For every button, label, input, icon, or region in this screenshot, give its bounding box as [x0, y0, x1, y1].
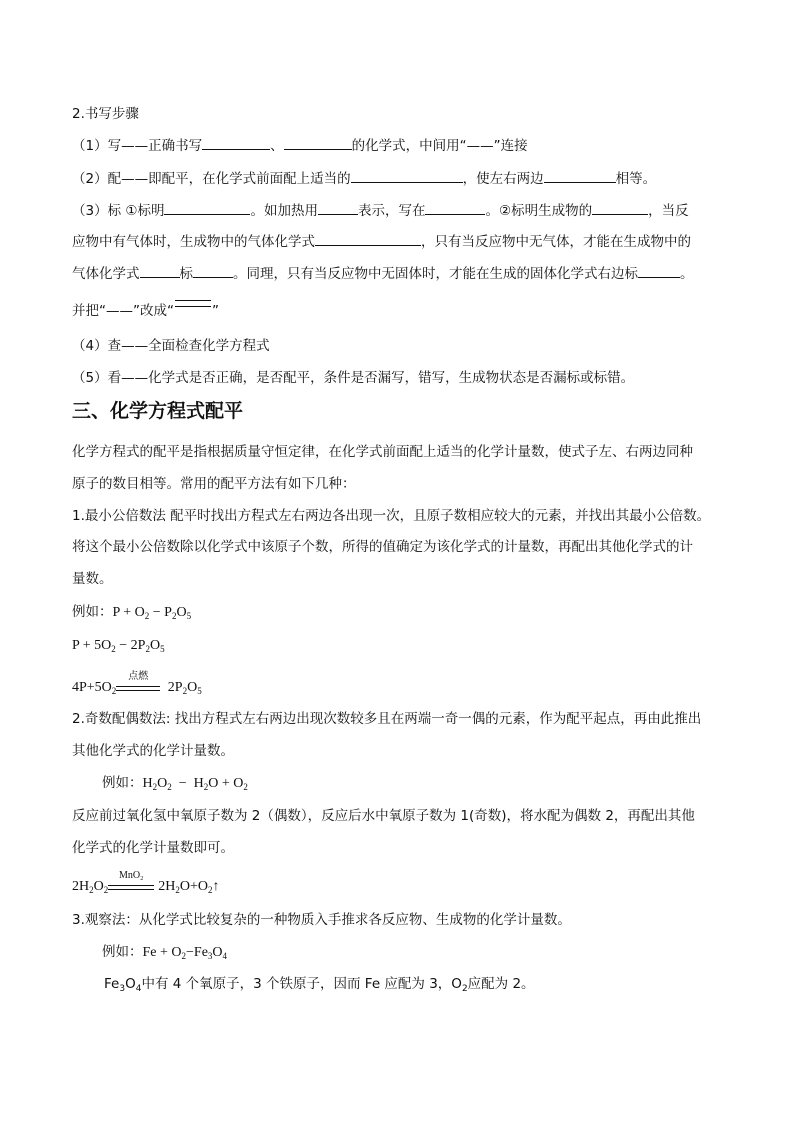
method-1-line-3: 量数。 [72, 571, 113, 587]
eq-part: O [93, 879, 104, 894]
eq-part: − H [171, 776, 204, 791]
step-3-mark-line-4 [72, 300, 219, 321]
eq-part: P + O [112, 605, 145, 620]
text: 相等。 [615, 171, 657, 187]
fill-blank[interactable] [202, 135, 270, 150]
section-2-title: 2.书写步骤 [72, 106, 139, 122]
double-line-symbol [108, 885, 154, 890]
text: 表示，写在 [357, 203, 426, 219]
eq-part: 4P+5O [72, 680, 112, 695]
intro-line-2: 原子的数目相等。常用的配平方法有如下几种： [72, 476, 356, 492]
condition-text: 点燃 [128, 671, 149, 682]
eq-part: 2H [158, 879, 176, 894]
step-2-balance [72, 168, 656, 189]
eq-part: P + 5O [72, 638, 112, 653]
step-5-look: （5）看——化学式是否正确，是否配平，条件是否漏写，错写，生成物状态是否漏标或标错。 [72, 370, 635, 386]
fill-blank[interactable] [544, 168, 616, 183]
fill-blank[interactable] [284, 135, 352, 150]
subscript: 2 [111, 686, 117, 696]
method-3-line-1: 3.观察法：从化学式比较复杂的一种物质入手推求各反应物、生成物的化学计量数。 [72, 912, 571, 928]
method-2-line-4: 化学式的化学计量数即可。 [72, 840, 234, 856]
subscript: 2 [208, 885, 213, 895]
eq-part: Fe + O [142, 945, 182, 960]
text: 、 [270, 138, 284, 154]
fill-blank[interactable] [193, 263, 233, 278]
eq-part: O [157, 776, 168, 791]
eq-part: O [212, 945, 223, 960]
eq-part: − 2P [115, 638, 146, 653]
equation [143, 945, 228, 960]
subscript: 2 [152, 782, 158, 792]
fill-blank[interactable] [164, 200, 250, 215]
text: 例如： [102, 944, 143, 960]
fill-blank[interactable] [425, 200, 485, 215]
fill-blank[interactable] [638, 263, 680, 278]
double-line-symbol [175, 300, 211, 307]
subscript: 2 [171, 611, 177, 621]
step-1-write [72, 135, 528, 156]
text: 应物中有气体时，生成物中的气体化学式 [72, 234, 315, 250]
subscript: 2 [145, 644, 150, 654]
step-4-check: （4）查——全面检查化学方程式 [72, 338, 270, 354]
double-line-symbol [116, 686, 160, 691]
eq-part: 2H [72, 879, 90, 894]
method-2-line-3: 反应前过氧化氢中氧原子数为 2（偶数），反应后水中氧原子数为 1(奇数)，将水配为偶数 2，再配出其他 [72, 808, 695, 824]
text: （1）写——正确书写 [72, 138, 203, 154]
gas-arrow: ↑ [212, 879, 220, 894]
text: （2）配——即配平，在化学式前面配上适当的 [72, 171, 351, 187]
equation-2: $P + 5O_2 - 2P_2O_5$ [72, 638, 165, 654]
step-3-mark-line-2 [72, 231, 691, 252]
text: （3）标 ①标明 [72, 203, 165, 219]
text: 。如加热用 [250, 203, 318, 219]
text: ，只有当反应物中无气体，才能在生成物中的 [421, 234, 691, 250]
text: 标 [179, 266, 193, 282]
method-1-line-2: 将这个最小公倍数除以化学式中该原子个数，所得的值确定为该化学式的计量数，再配出其他化学式的计 [72, 539, 693, 555]
example-1 [72, 602, 191, 623]
eq-part: 2P [164, 680, 183, 695]
text: ，使左右两边 [462, 171, 544, 187]
fill-blank[interactable] [351, 168, 463, 183]
text: 并把“——”改成“ [72, 303, 174, 319]
eq-part: O + O [208, 776, 244, 791]
intro-line-1: 化学方程式的配平是指根据质量守恒定律，在化学式前面配上适当的化学计量数，使式子左、右两边同种 [72, 444, 693, 460]
subscript: 4 [222, 951, 228, 961]
fill-blank[interactable] [140, 263, 180, 278]
subscript: 5 [186, 611, 192, 621]
text: 例如： [102, 775, 143, 791]
text: 。②标明生成物的 [485, 203, 593, 219]
subscript: 2 [89, 885, 94, 895]
subscript: 3 [207, 951, 213, 961]
eq-part: −Fe [186, 945, 208, 960]
equation-3: $4P+5O_2$ 点燃 $2P_2O_5$ [72, 671, 202, 696]
subscript: 3 [119, 984, 126, 994]
subscript: 2 [103, 885, 109, 895]
equation: $P + O_2 - P_2O_5$ [112, 605, 192, 621]
example-3 [102, 942, 227, 963]
reaction-condition [116, 671, 160, 698]
text: 气体化学式 [72, 266, 140, 282]
step-3-mark-line-3 [72, 263, 694, 284]
subscript: 2 [167, 782, 172, 792]
subscript: 2 [243, 782, 248, 792]
subscript: 2 [111, 644, 116, 654]
equation [143, 776, 248, 791]
step-3-mark-line-1 [72, 200, 689, 221]
text: 。 [680, 266, 694, 282]
method-2-line-2: 其他化学式的化学计量数。 [72, 743, 234, 759]
text: ，当反 [648, 203, 689, 219]
text: 例如： [72, 604, 113, 620]
text: 。同理，只有当反应物中无固体时，才能在生成的固体化学式右边标 [233, 266, 638, 282]
condition-text: MnO₂ [118, 870, 144, 881]
fill-blank[interactable] [592, 200, 648, 215]
text: 应配为 2。 [467, 976, 535, 992]
reaction-condition [108, 870, 154, 897]
text: Fe [104, 976, 120, 992]
section-3-heading: 三、化学方程式配平 [72, 400, 244, 422]
eq-part: − P [149, 605, 172, 620]
example-3-note [104, 974, 535, 994]
eq-part: O+O [179, 879, 208, 894]
example-2 [102, 773, 248, 794]
method-1-line-1: 1.最小公倍数法 配平时找出方程式左右两边各出现一次，且原子数相应较大的元素，并找出其最小公倍数。 [72, 508, 711, 524]
subscript: 2 [461, 984, 468, 994]
text: 中有 4 个氧原子，3 个铁原子，因而 Fe 应配为 3，O [141, 976, 462, 992]
subscript: 5 [197, 686, 202, 696]
fill-blank[interactable] [315, 231, 421, 246]
text: ” [211, 303, 219, 319]
subscript: 2 [182, 686, 188, 696]
subscript: 2 [203, 782, 209, 792]
text: 的化学式，中间用“——”连接 [351, 138, 528, 154]
subscript: 2 [144, 611, 150, 621]
fill-blank[interactable] [318, 200, 358, 215]
equation-4 [72, 870, 220, 897]
subscript: 4 [135, 984, 142, 994]
method-2-line-1: 2.奇数配偶数法: 找出方程式左右两边出现次数较多且在两端一奇一偶的元素，作为配平起点，再由此推出 [72, 711, 702, 727]
eq-part: H [142, 776, 153, 791]
subscript: 2 [175, 885, 180, 895]
subscript: 2 [181, 951, 187, 961]
text: O [125, 976, 136, 992]
subscript: 5 [160, 644, 165, 654]
